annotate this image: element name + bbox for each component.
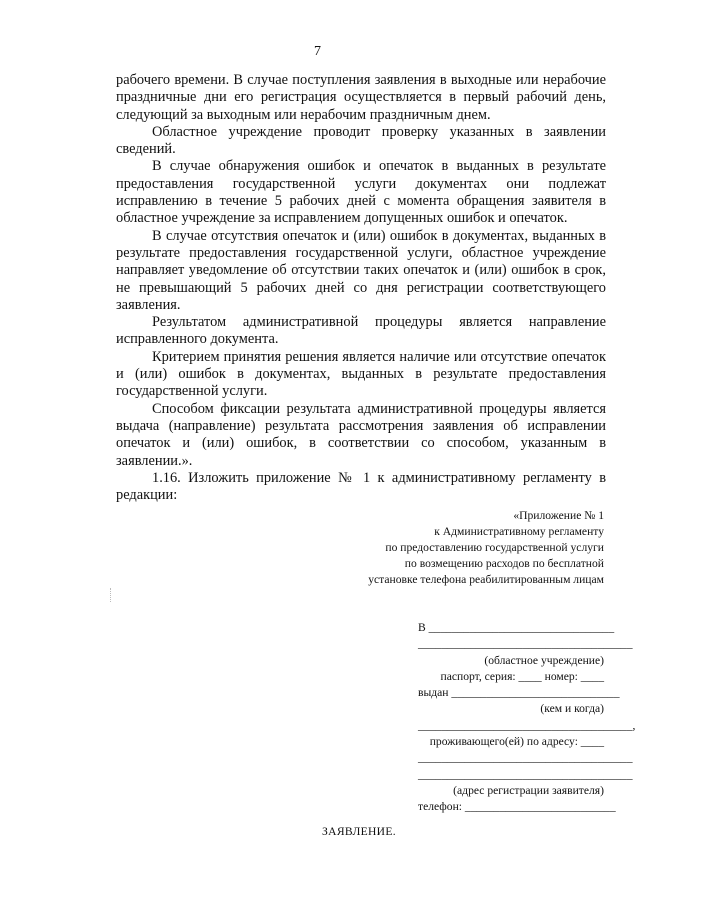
form-address-line: проживающего(ей) по адресу: ____ xyxy=(429,735,604,749)
form-hint-address: (адрес регистрации заявителя) xyxy=(453,783,604,797)
paragraph-fixation: Способом фиксации результата административной процедуры является выдача (направление) результата рассмотрения заявления об исправлении опечаток и (или) ошибок, в соответствии со способом, указанным в заявлении.». xyxy=(116,400,606,469)
paragraph-continuation: рабочего времени. В случае поступления заявления в выходные или нерабочие праздничные дни его регистрация осуществляется в первый рабочий день, следующий за выходным или нерабочим праздничным днем. xyxy=(116,72,606,123)
form-hint-issued: (кем и когда) xyxy=(540,702,604,716)
form-blank-line: _____________________________________ xyxy=(418,751,633,765)
application-form-header xyxy=(418,620,636,816)
paragraph-no-errors: В случае отсутствия опечаток и (или) ошибок в документах, выданных в результате предоставления государственной услуги, областное учреждение направляет уведомление об отсутствии таких опечаток и (или) ошибок в срок, не превышающий 5 рабочих дней со дня регистрации соответствующего заявления. xyxy=(116,227,606,313)
paragraph-errors-found: В случае обнаружения ошибок и опечаток в выданных в результате предоставления государственной услуги документах они подлежат исправлению в течение 5 рабочих дней с момента обращения заявителя в областное учреждение за исправлением допущенных ошибок и опечаток. xyxy=(116,158,606,227)
form-hint-institution: (областное учреждение) xyxy=(484,653,604,667)
paragraph-verification: Областное учреждение проводит проверку указанных в заявлении сведений. xyxy=(116,123,606,158)
page-number: 7 xyxy=(314,44,321,59)
paragraph-amendment: 1.16. Изложить приложение № 1 к административному регламенту в редакции: xyxy=(116,469,606,504)
form-passport-line: паспорт, серия: ____ номер: ____ xyxy=(440,669,604,683)
annex-line: к Административному регламенту xyxy=(434,525,604,538)
annex-line: установке телефона реабилитированным лицам xyxy=(368,573,604,586)
annex-line: по возмещению расходов по бесплатной xyxy=(404,557,604,570)
form-phone-line: телефон: __________________________ xyxy=(418,800,616,814)
form-recipient-line: В ________________________________ xyxy=(418,621,615,634)
body-text xyxy=(116,72,606,504)
annex-line: по предоставлению государственной услуги xyxy=(385,541,604,554)
annex-header xyxy=(284,508,604,588)
statement-title: ЗАЯВЛЕНИЕ. xyxy=(322,825,396,838)
paragraph-result: Результатом административной процедуры является направление исправленного документа. xyxy=(116,314,606,348)
form-blank-line: _____________________________________, xyxy=(418,718,636,732)
paragraph-criterion: Критерием принятия решения является наличие или отсутствие опечаток и (или) ошибок в документах, выданных в результате предоставления государственной услуги. xyxy=(116,348,606,400)
scan-mark xyxy=(110,588,113,602)
form-blank-line: _____________________________________ xyxy=(418,637,633,651)
form-issued-line: выдан _____________________________ xyxy=(418,686,620,700)
form-blank-line: _____________________________________ xyxy=(418,767,633,781)
annex-line: «Приложение № 1 xyxy=(513,509,604,522)
